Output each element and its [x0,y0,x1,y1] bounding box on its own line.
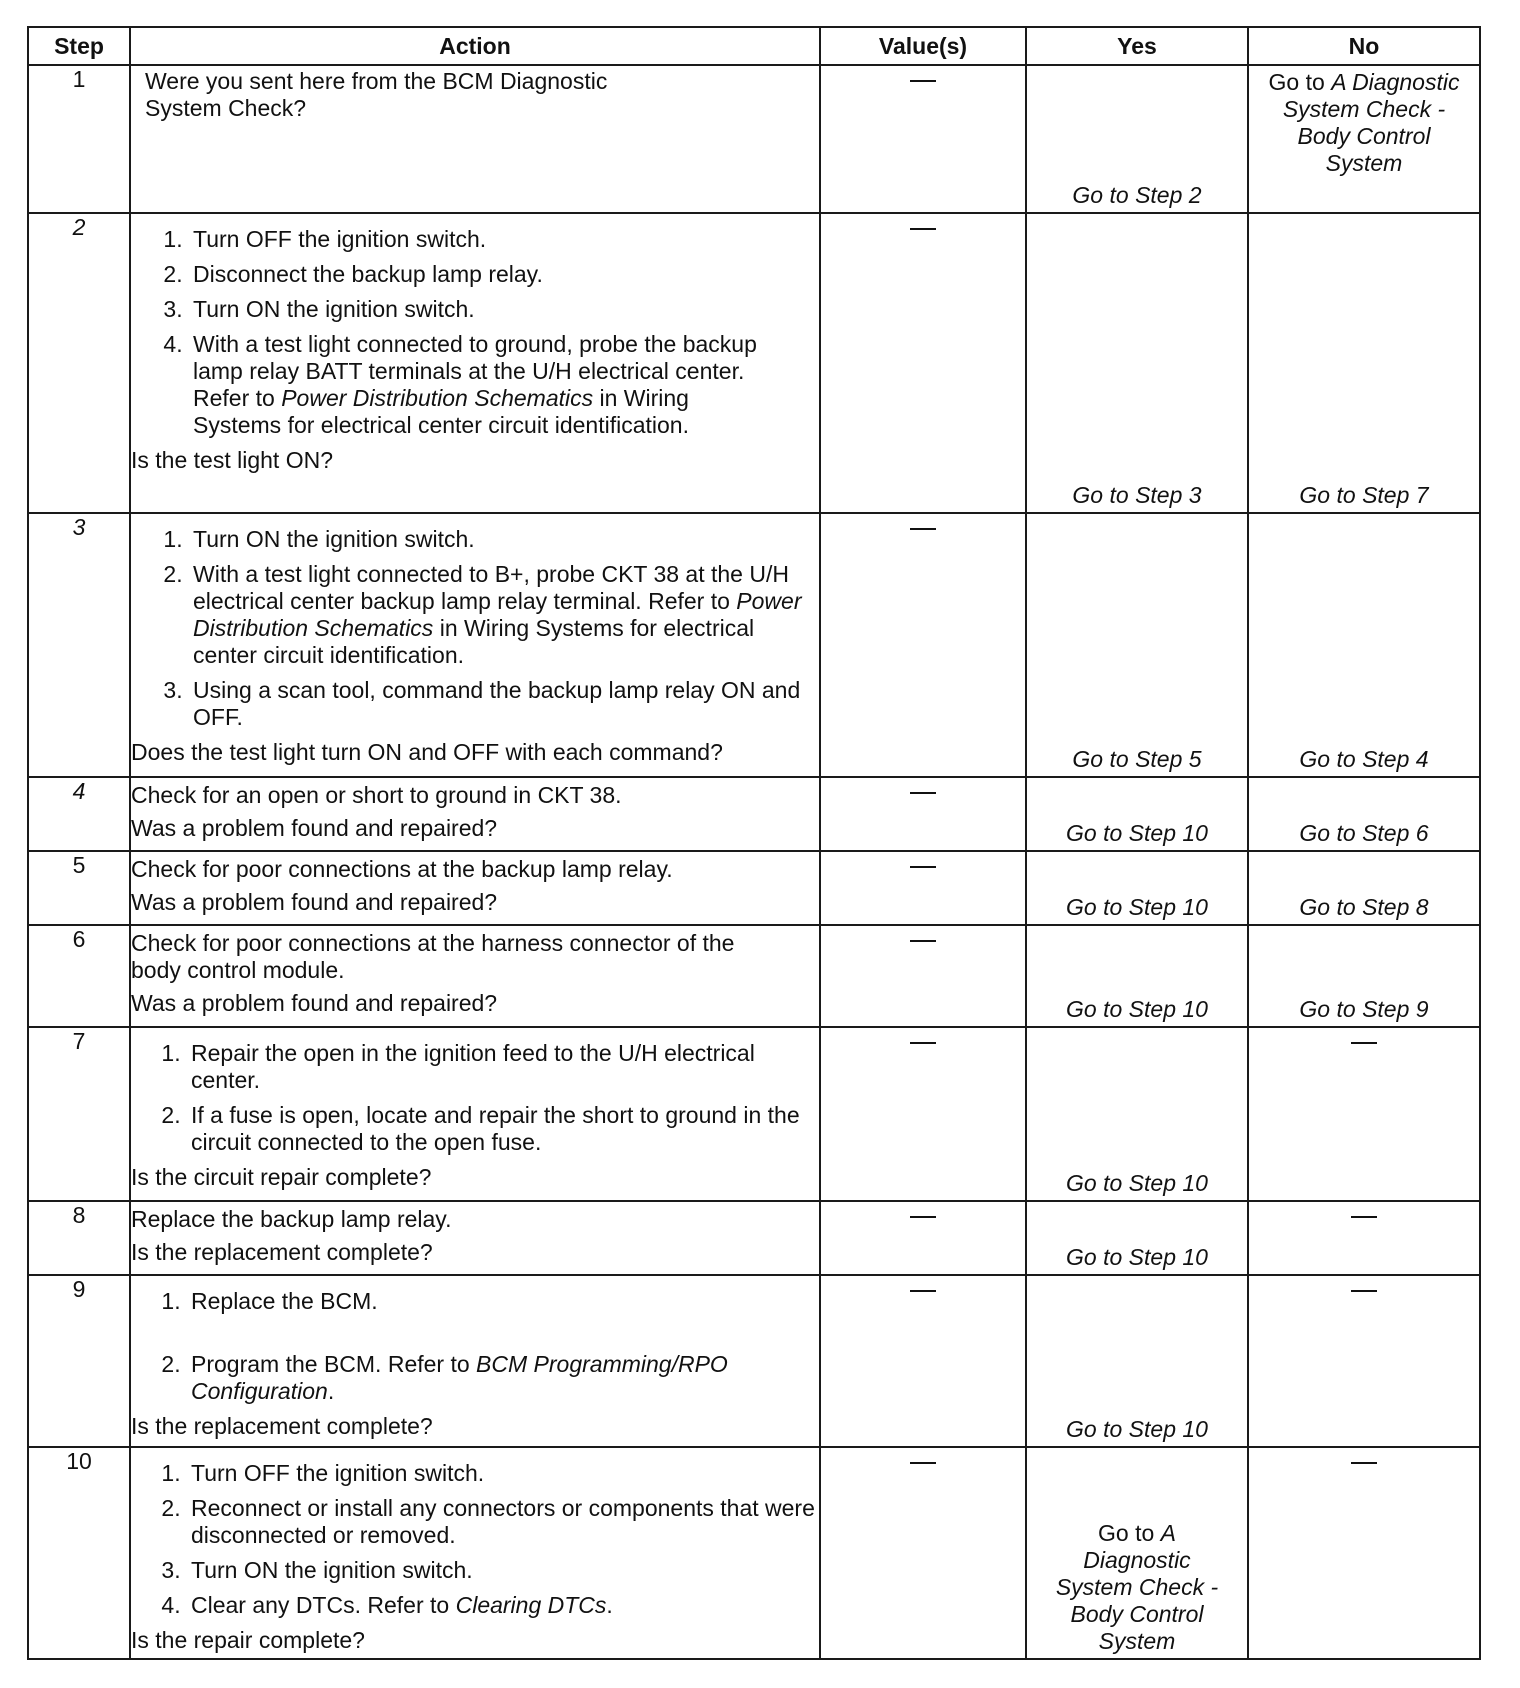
action-question: Was a problem found and repaired? [131,889,498,915]
list-item: 3. Using a scan tool, command the backup lamp relay ON and OFF. [189,677,819,731]
list-item [187,1592,819,1619]
yes-result[interactable]: Go to Step 2 [1072,182,1202,208]
action-list [131,1288,819,1405]
list-item: 1. Repair the open in the ignition feed to the U/H electrical center. [187,1040,819,1094]
action-question: Was a problem found and repaired? [131,815,498,841]
action-text: Were you sent here from the BCM Diagnostic System Check? [145,68,608,121]
header-no: No [1248,27,1480,65]
list-item [189,561,819,669]
no-cell [1248,851,1480,925]
reference-link[interactable]: Power Distribution Schematics [281,385,594,411]
dash-mark [1351,1042,1377,1044]
yes-result[interactable]: Go to Step 10 [1066,1170,1208,1196]
value-cell [820,1201,1026,1275]
no-result[interactable]: Go to Step 6 [1299,820,1429,846]
value-cell [820,1447,1026,1659]
yes-result[interactable]: Go to Step 3 [1072,482,1202,508]
yes-cell [1026,513,1248,777]
header-action: Action [130,27,820,65]
action-question: Is the replacement complete? [131,1239,433,1265]
action-question: Does the test light turn ON and OFF with each command? [131,739,723,765]
header-step: Step [28,27,130,65]
list-item: 3. Turn ON the ignition switch. [187,1557,819,1584]
dash-mark [910,1290,936,1292]
list-item-text: in Wiring Systems for electrical center circuit identification. [193,615,755,668]
action-text: Check for poor connections at the harness connector of the body control module. [131,930,735,983]
reference-link[interactable]: BCM Programming/RPO Configuration [191,1351,728,1404]
list-item-text: in Wiring Systems for electrical center circuit identification. [193,385,689,438]
dash-mark [910,1462,936,1464]
no-result-link[interactable]: A Diagnostic System Check - Body Control System [1282,69,1460,176]
table-row [28,1447,1480,1659]
yes-result[interactable]: Go to Step 10 [1066,1416,1208,1442]
value-cell [820,851,1026,925]
yes-cell [1026,1447,1248,1659]
list-item-text: . [327,1378,335,1404]
yes-result[interactable]: Go to Step 10 [1066,894,1208,920]
list-item [189,331,819,439]
yes-result-link[interactable]: A Diagnostic System Check - Body Control System [1055,1520,1219,1654]
step-number: 1 [28,65,130,213]
yes-cell [1026,1275,1248,1447]
dash-mark [910,1216,936,1218]
action-question: Is the replacement complete? [131,1413,433,1439]
yes-cell [1026,851,1248,925]
action-text: Check for poor connections at the backup lamp relay. [131,856,673,882]
table-row [28,1201,1480,1275]
table-row [28,1275,1480,1447]
table-row [28,925,1480,1027]
no-cell [1248,513,1480,777]
no-result[interactable]: Go to Step 7 [1299,482,1429,508]
list-item: 1. Turn OFF the ignition switch. [189,226,819,253]
yes-result[interactable]: Go to Step 10 [1066,1244,1208,1270]
action-cell [130,213,820,513]
action-list [131,1460,819,1619]
no-cell [1248,65,1480,213]
value-cell [820,1275,1026,1447]
action-list [131,526,819,731]
value-cell [820,213,1026,513]
no-result[interactable]: Go to Step 8 [1299,894,1429,920]
action-question: Was a problem found and repaired? [131,990,498,1016]
action-list [131,226,819,439]
step-number: 7 [28,1027,130,1201]
yes-result[interactable] [1027,1520,1247,1655]
table-row [28,1027,1480,1201]
table-row [28,777,1480,851]
yes-cell [1026,1027,1248,1201]
dash-mark [1351,1216,1377,1218]
step-number: 8 [28,1201,130,1275]
no-cell [1248,1027,1480,1201]
step-number: 6 [28,925,130,1027]
yes-cell [1026,925,1248,1027]
yes-result[interactable]: Go to Step 5 [1072,746,1202,772]
step-number: 5 [28,851,130,925]
header-values: Value(s) [820,27,1026,65]
action-question: Is the repair complete? [131,1627,365,1653]
action-cell [130,1027,820,1201]
action-cell [130,1201,820,1275]
list-item-text: With a test light connected to ground, probe the backup lamp relay BATT terminals at the U/H electrical center. Refer to [193,331,757,411]
yes-cell [1026,777,1248,851]
value-cell [820,1027,1026,1201]
value-cell [820,925,1026,1027]
step-number: 4 [28,777,130,851]
action-question: Is the test light ON? [131,447,333,473]
header-row [28,27,1480,65]
dash-mark [910,228,936,230]
dash-mark [1351,1462,1377,1464]
action-question: Is the circuit repair complete? [131,1164,432,1190]
yes-result[interactable]: Go to Step 10 [1066,996,1208,1022]
yes-result-prefix: Go to [1098,1520,1161,1546]
diagnostic-table [27,26,1481,1660]
action-cell [130,65,820,213]
list-item: 1. Replace the BCM. [187,1288,819,1315]
action-text: Replace the backup lamp relay. [131,1206,452,1232]
action-cell [130,777,820,851]
no-result[interactable]: Go to Step 4 [1299,746,1429,772]
value-cell [820,777,1026,851]
table-row [28,65,1480,213]
action-cell [130,851,820,925]
step-number: 10 [28,1447,130,1659]
no-cell [1248,1275,1480,1447]
step-number: 9 [28,1275,130,1447]
list-item-text: Clear any DTCs. Refer to [191,1592,456,1618]
action-cell [130,1275,820,1447]
no-result[interactable]: Go to Step 9 [1299,996,1429,1022]
value-cell [820,513,1026,777]
dash-mark [910,940,936,942]
no-cell [1248,777,1480,851]
list-item-text: With a test light connected to B+, probe CKT 38 at the U/H electrical center backup lamp relay terminal. Refer to [193,561,789,614]
yes-cell [1026,1201,1248,1275]
list-item: 1. Turn ON the ignition switch. [189,526,819,553]
list-item [187,1351,819,1405]
header-yes: Yes [1026,27,1248,65]
list-item: 2. If a fuse is open, locate and repair the short to ground in the circuit connected to the open fuse. [187,1102,819,1156]
dash-mark [1351,1290,1377,1292]
no-cell [1248,925,1480,1027]
action-cell [130,513,820,777]
reference-link[interactable]: Power Distribution Schematics [193,588,802,641]
dash-mark [910,1042,936,1044]
list-item: 1. Turn OFF the ignition switch. [187,1460,819,1487]
step-number: 2 [28,213,130,513]
no-cell [1248,1447,1480,1659]
yes-result[interactable]: Go to Step 10 [1066,820,1208,846]
list-item: 2. Reconnect or install any connectors or components that were disconnected or removed. [187,1495,819,1549]
no-cell [1248,213,1480,513]
table-row [28,213,1480,513]
reference-link[interactable]: Clearing DTCs [455,1592,607,1618]
yes-cell [1026,213,1248,513]
dash-mark [910,866,936,868]
no-cell [1248,1201,1480,1275]
dash-mark [910,528,936,530]
value-cell [820,65,1026,213]
table-row [28,513,1480,777]
action-text: Check for an open or short to ground in CKT 38. [131,782,622,808]
dash-mark [910,80,936,82]
list-item: 3. Turn ON the ignition switch. [189,296,819,323]
list-item-text: Program the BCM. Refer to [191,1351,477,1377]
no-result-prefix: Go to [1268,69,1332,95]
no-result[interactable] [1249,66,1479,177]
action-cell [130,1447,820,1659]
step-number: 3 [28,513,130,777]
list-item: 2. Disconnect the backup lamp relay. [189,261,819,288]
table-row [28,851,1480,925]
action-cell [130,925,820,1027]
yes-cell [1026,65,1248,213]
list-item-text: . [606,1592,613,1618]
dash-mark [910,792,936,794]
action-list [131,1040,819,1156]
